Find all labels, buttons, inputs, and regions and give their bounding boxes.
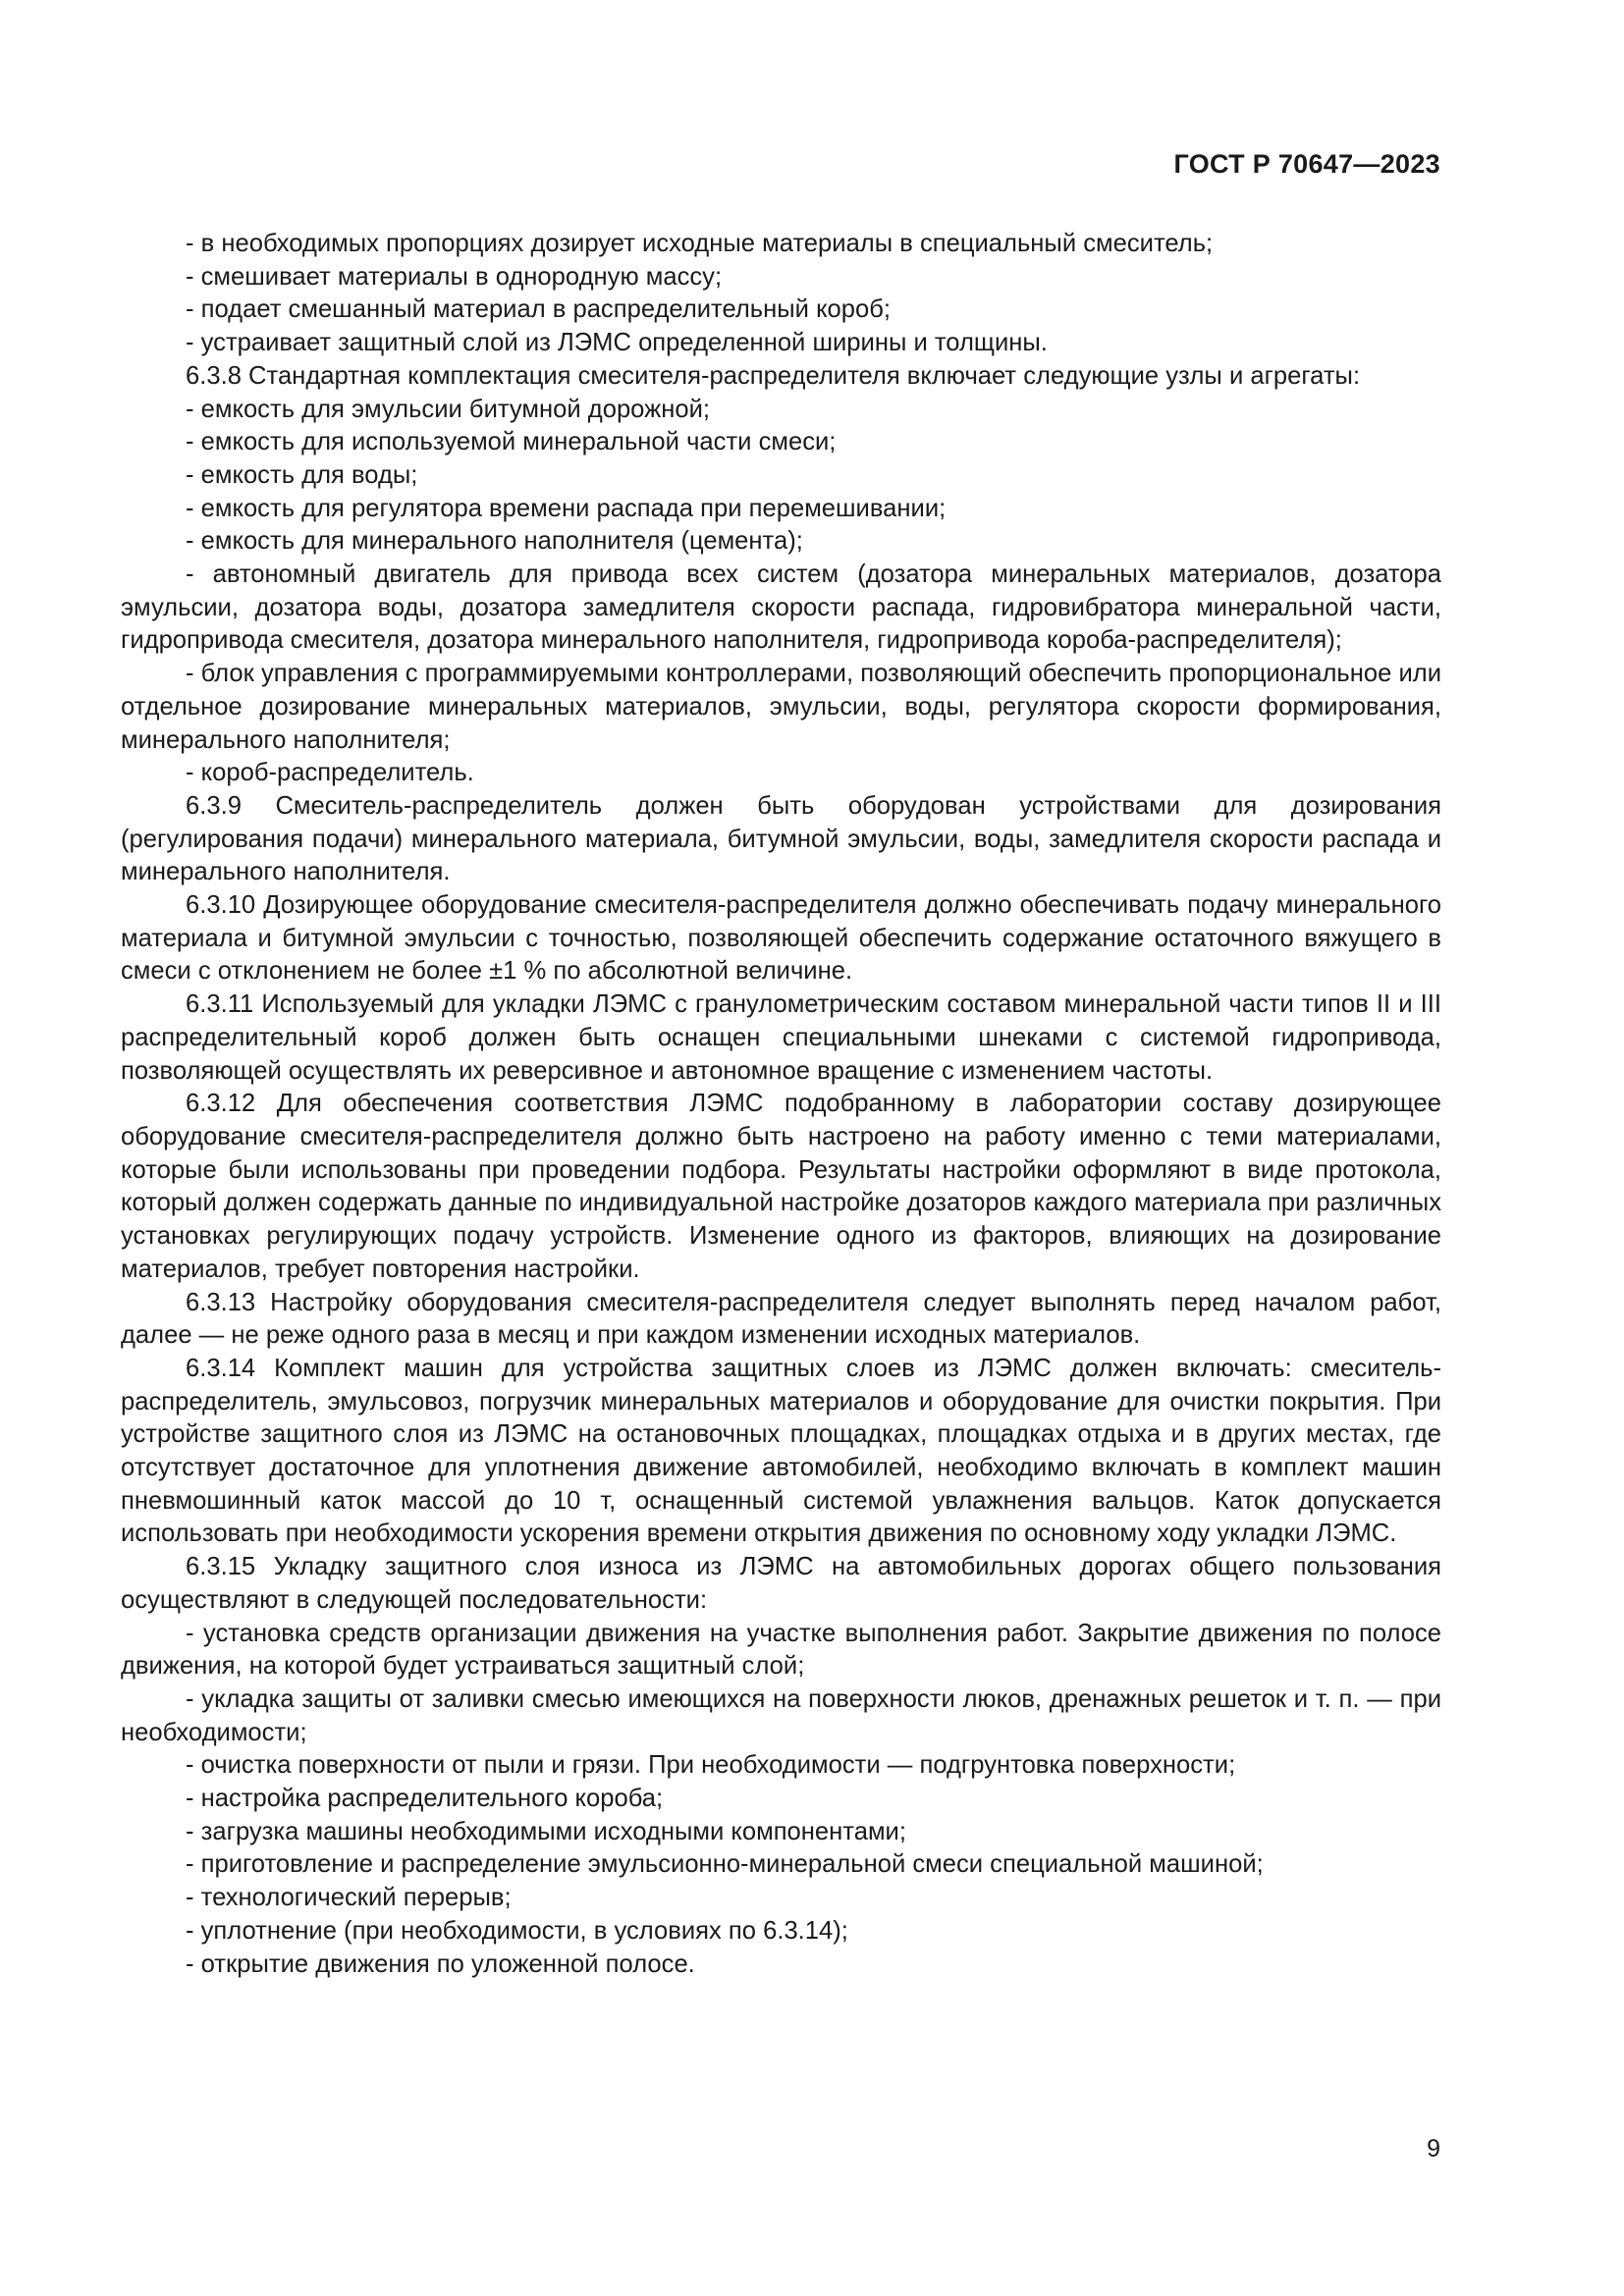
clause-6-3-8: 6.3.8 Стандартная комплектация смесителя-распределителя включает следующие узлы и агрегаты:	[186, 361, 1361, 390]
list-item: - емкость для используемой минеральной части смеси;	[186, 428, 837, 456]
list-item: - автономный двигатель для привода всех систем (дозатора минеральных материалов, дозатора эмульсии, дозатора воды, дозатора замедлителя скорости распада, гидровибратора минеральной части, гидропривода смесителя, дозатора минерального наполнителя, гидропривода короба-распределителя);	[121, 561, 1441, 655]
list-item: - подает смешанный материал в распределительный короб;	[186, 295, 892, 324]
list-item: - блок управления с программируемыми контроллерами, позволяющий обеспечить пропорциональное или отдельное дозирование минеральных материалов, эмульсии, воды, регулятора скорости формирования, минерального наполнителя;	[121, 660, 1441, 754]
list-item: - укладка защиты от заливки смесью имеющихся на поверхности люков, дренажных решеток и т. п. — при необходимости;	[121, 1684, 1441, 1746]
clause-6-3-10: 6.3.10 Дозирующее оборудование смесителя-распределителя должно обеспечивать подачу минерального материала и битумной эмульсии с точностью, позволяющей обеспечить содержание остаточного вяжущего в смеси с отклонением не более ±1 % по абсолютной величине.	[121, 891, 1441, 986]
list-item: - очистка поверхности от пыли и грязи. При необходимости — подгрунтовка поверхности;	[186, 1751, 1236, 1780]
clause-6-3-14: 6.3.14 Комплект машин для устройства защитных слоев из ЛЭМС должен включать: смеситель-распределитель, эмульсовоз, погрузчик минеральных материалов и оборудование для очистки покрытия. При устройстве защитного слоя из ЛЭМС на остановочных площадках, площадках отдыха и в других местах, где отсутствует достаточное для уплотнения движение автомобилей, необходимо включать в комплект машин пневмошинный каток массой до 10 т, оснащенный системой увлажнения вальцов. Каток допускается использовать при необходимости ускорения времени открытия движения по основному ходу укладки ЛЭМС.	[121, 1354, 1441, 1548]
document-body	[121, 228, 1441, 1981]
list-item: - в необходимых пропорциях дозирует исходные материалы в специальный смеситель;	[186, 230, 1214, 257]
list-item: - технологический перерыв;	[186, 1884, 512, 1912]
list-item: - емкость для воды;	[186, 460, 418, 489]
list-item: - загрузка машины необходимыми исходными компонентами;	[186, 1817, 906, 1845]
clause-6-3-9: 6.3.9 Смеситель-распределитель должен быть оборудован устройствами для дозирования (регулирования подачи) минерального материала, битумной эмульсии, воды, замедлителя скорости распада и минерального наполнителя.	[121, 791, 1441, 886]
clause-6-3-12: 6.3.12 Для обеспечения соответствия ЛЭМС подобранному в лаборатории составу дозирующее оборудование смесителя-распределителя должно быть настроено на работу именно с теми материалами, которые были использованы при проведении подбора. Результаты настройки оформляют в виде протокола, который должен содержать данные по индивидуальной настройке дозаторов каждого материала при различных установках регулирующих подачу устройств. Изменение одного из факторов, влияющих на дозирование материалов, требует повторения настройки.	[121, 1090, 1441, 1283]
clause-6-3-15: 6.3.15 Укладку защитного слоя износа из ЛЭМС на автомобильных дорогах общего пользования осуществляют в следующей последовательности:	[121, 1553, 1441, 1614]
list-item: - открытие движения по уложенной полосе.	[186, 1949, 695, 1978]
page-number: 9	[1427, 2135, 1440, 2163]
list-item: - уплотнение (при необходимости, в условиях по 6.3.14);	[186, 1916, 848, 1945]
list-item: - смешивает материалы в однородную массу;	[186, 262, 723, 291]
list-item: - короб-распределитель.	[186, 759, 474, 787]
list-item: - приготовление и распределение эмульсионно-минеральной смеси специальной машиной;	[186, 1850, 1264, 1879]
list-item: - настройка распределительного короба;	[186, 1785, 664, 1813]
list-item: - емкость для регулятора времени распада при перемешивании;	[186, 494, 947, 522]
clause-6-3-13: 6.3.13 Настройку оборудования смесителя-распределителя следует выполнять перед началом работ, далее — не реже одного раза в месяц и при каждом изменении исходных материалов.	[121, 1288, 1441, 1350]
list-item: - емкость для минерального наполнителя (цемента);	[186, 527, 803, 556]
list-item: - установка средств организации движения на участке выполнения работ. Закрытие движения по полосе движения, на которой будет устраиваться защитный слой;	[121, 1619, 1441, 1681]
clause-6-3-11: 6.3.11 Используемый для укладки ЛЭМС с гранулометрическим составом минеральной части типов II и III распределительный короб должен быть оснащен специальными шнеками с системой гидропривода, позволяющей осуществлять их реверсивное и автономное вращение с изменением частоты.	[121, 990, 1441, 1085]
list-item: - емкость для эмульсии битумной дорожной;	[186, 395, 711, 423]
standard-id-header: ГОСТ Р 70647—2023	[1173, 149, 1440, 179]
list-item: - устраивает защитный слой из ЛЭМС определенной ширины и толщины.	[186, 329, 1048, 357]
